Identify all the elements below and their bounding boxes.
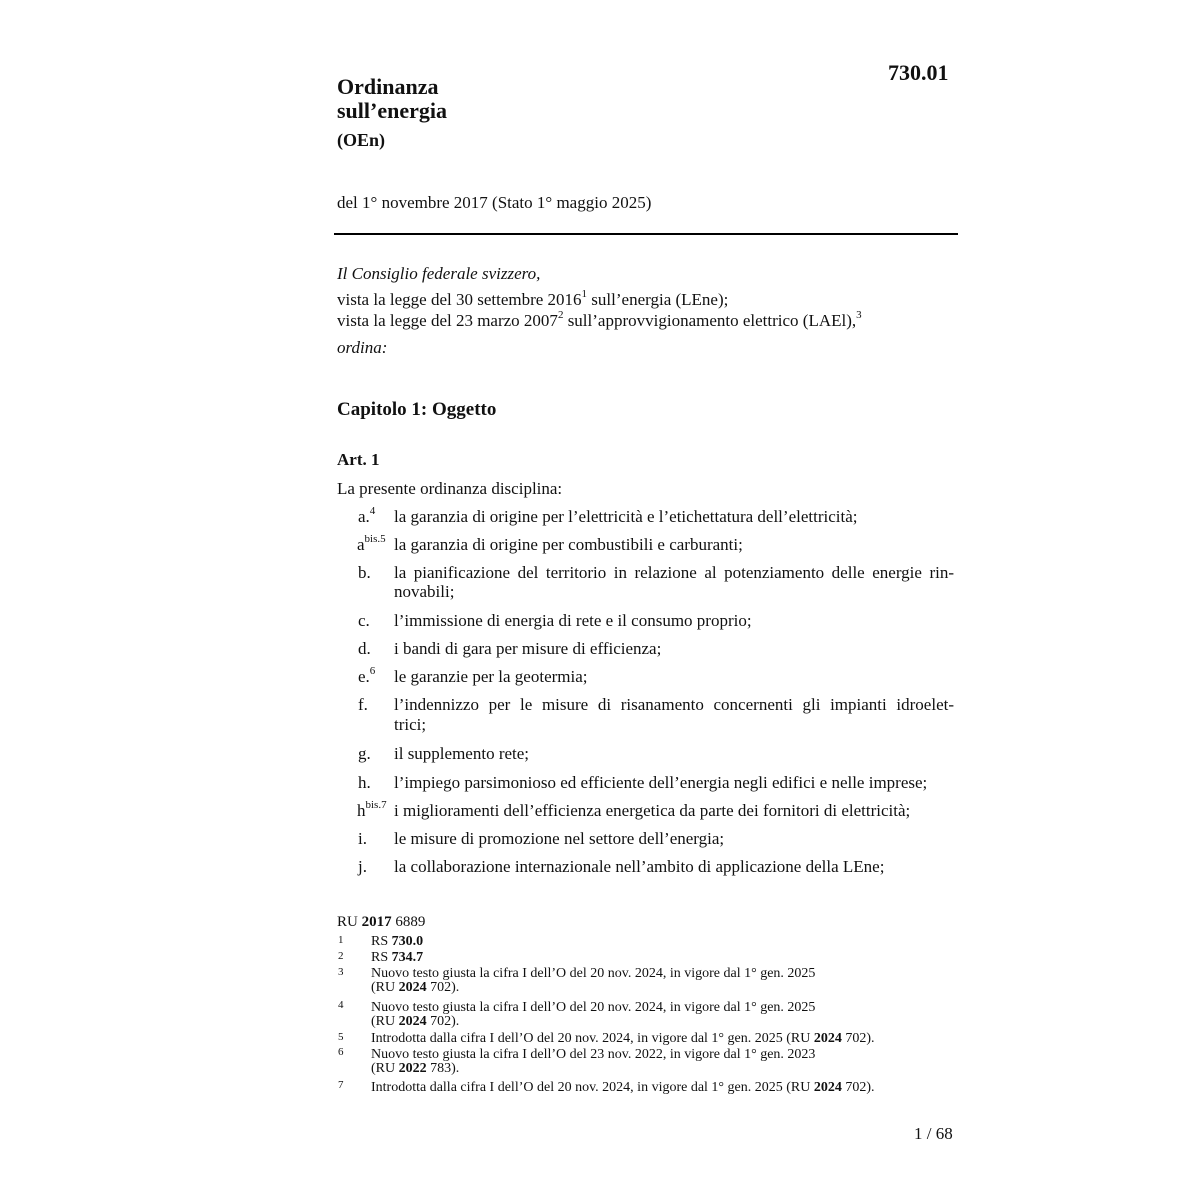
header-divider bbox=[334, 233, 958, 235]
title-abbreviation: (OEn) bbox=[337, 130, 386, 150]
footnote-number: 5 bbox=[338, 1031, 344, 1043]
preamble-ordina: ordina: bbox=[337, 338, 388, 357]
list-item-label: c. bbox=[358, 611, 370, 630]
footnote-number: 6 bbox=[338, 1046, 344, 1058]
list-item-label: f. bbox=[358, 695, 368, 714]
footnote-text: RS 730.0 bbox=[371, 934, 424, 949]
footnote-ref-2[interactable]: 2 bbox=[557, 309, 564, 321]
list-item-text: la collaborazione internazionale nell’ambito di applicazione della LEne; bbox=[394, 857, 885, 876]
footnote-ref-7[interactable]: bis.7 bbox=[365, 799, 387, 811]
document-date: del 1° novembre 2017 (Stato 1° maggio 2025) bbox=[337, 193, 652, 212]
footnote-text: Nuovo testo giusta la cifra I dell’O del 23 nov. 2022, in vigore dal 1° gen. 2023 (RU 2022 783). bbox=[371, 1047, 816, 1076]
title-line2: sull’energia bbox=[337, 98, 447, 123]
list-item-text: la garanzia di origine per l’elettricità e l’etichettatura dell’elettricità; bbox=[394, 507, 858, 526]
list-item-text: il supplemento rete; bbox=[394, 744, 530, 763]
footnote-text: Nuovo testo giusta la cifra I dell’O del 20 nov. 2024, in vigore dal 1° gen. 2025 (RU 2024 702). bbox=[371, 1000, 816, 1029]
list-item-text-continued: novabili; bbox=[394, 582, 455, 601]
list-item-label: b. bbox=[358, 563, 371, 582]
preamble-line1-text: vista la legge del 30 settembre 2016 bbox=[337, 290, 582, 309]
footnote-ref-3[interactable]: 3 bbox=[856, 309, 862, 321]
footnote-ref-1[interactable]: 1 bbox=[581, 288, 588, 300]
list-item-text: l’indennizzo per le misure di risanamento concernenti gli impianti idroelet- bbox=[394, 695, 954, 714]
official-compilation-ref: RU 2017 6889 bbox=[337, 914, 426, 930]
list-item-text: i bandi di gara per misure di efficienza; bbox=[394, 639, 662, 658]
list-item-text: la pianificazione del territorio in relazione al potenziamento delle energie rin- bbox=[394, 563, 954, 582]
preamble-line2-text-end: sull’approvvigionamento elettrico (LAEl), bbox=[563, 311, 857, 330]
list-item-text: le garanzie per la geotermia; bbox=[394, 667, 588, 686]
preamble-line1-text-end: sull’energia (LEne); bbox=[587, 290, 729, 309]
list-item-text: la garanzia di origine per combustibili e carburanti; bbox=[394, 535, 743, 554]
footnote-ref-6[interactable]: 6 bbox=[369, 665, 376, 677]
footnote-ref-5[interactable]: bis.5 bbox=[364, 533, 386, 545]
page-number: 1 / 68 bbox=[914, 1124, 953, 1143]
list-item-text-continued: trici; bbox=[394, 715, 427, 734]
preamble-line2-text: vista la legge del 23 marzo 2007 bbox=[337, 311, 558, 330]
footnote-text: Nuovo testo giusta la cifra I dell’O del 20 nov. 2024, in vigore dal 1° gen. 2025 (RU 2024 702). bbox=[371, 966, 816, 995]
chapter-title: Capitolo 1: Oggetto bbox=[337, 399, 497, 420]
footnote-number: 7 bbox=[338, 1079, 344, 1091]
list-item-text: le misure di promozione nel settore dell’energia; bbox=[394, 829, 725, 848]
list-item-label: a.$^4$ bbox=[358, 505, 376, 526]
sr-number: 730.01 bbox=[888, 60, 949, 85]
footnote-number: 2 bbox=[338, 950, 344, 962]
list-item-text: l’immissione di energia di rete e il consumo proprio; bbox=[394, 611, 752, 630]
footnote-ref-4[interactable]: 4 bbox=[369, 505, 376, 517]
footnote-number: 1 bbox=[338, 934, 344, 946]
title-line1: Ordinanza bbox=[337, 74, 439, 99]
article-intro: La presente ordinanza disciplina: bbox=[337, 479, 563, 498]
list-item-label: $a^{bis.5}$ bbox=[357, 533, 386, 554]
list-item-text: i miglioramenti dell’efficienza energetica da parte dei fornitori di elettricità; bbox=[394, 801, 911, 820]
footnote-number: 3 bbox=[338, 966, 344, 978]
footnote-number: 4 bbox=[338, 999, 344, 1011]
list-item-label: $h^{bis.7}$ bbox=[357, 799, 387, 820]
footnote-text: RS 734.7 bbox=[371, 950, 424, 965]
list-item-label: d. bbox=[358, 639, 371, 658]
preamble-authority: Il Consiglio federale svizzero, bbox=[337, 264, 541, 283]
list-item-label: e.$^6$ bbox=[358, 665, 376, 686]
list-item-label: i. bbox=[358, 829, 367, 848]
footnote-text: Introdotta dalla cifra I dell’O del 20 nov. 2024, in vigore dal 1° gen. 2025 (RU 2024 702). bbox=[371, 1031, 875, 1046]
footnote-text: Introdotta dalla cifra I dell’O del 20 nov. 2024, in vigore dal 1° gen. 2025 (RU 2024 702). bbox=[371, 1080, 875, 1095]
list-item-label: j. bbox=[358, 857, 367, 876]
list-item-text: l’impiego parsimonioso ed efficiente dell’energia negli edifici e nelle imprese; bbox=[394, 773, 928, 792]
preamble-line1 bbox=[337, 290, 728, 310]
list-item-label: g. bbox=[358, 744, 371, 763]
preamble-line2 bbox=[337, 311, 862, 331]
article-title: Art. 1 bbox=[337, 450, 380, 469]
list-item-label: h. bbox=[358, 773, 371, 792]
